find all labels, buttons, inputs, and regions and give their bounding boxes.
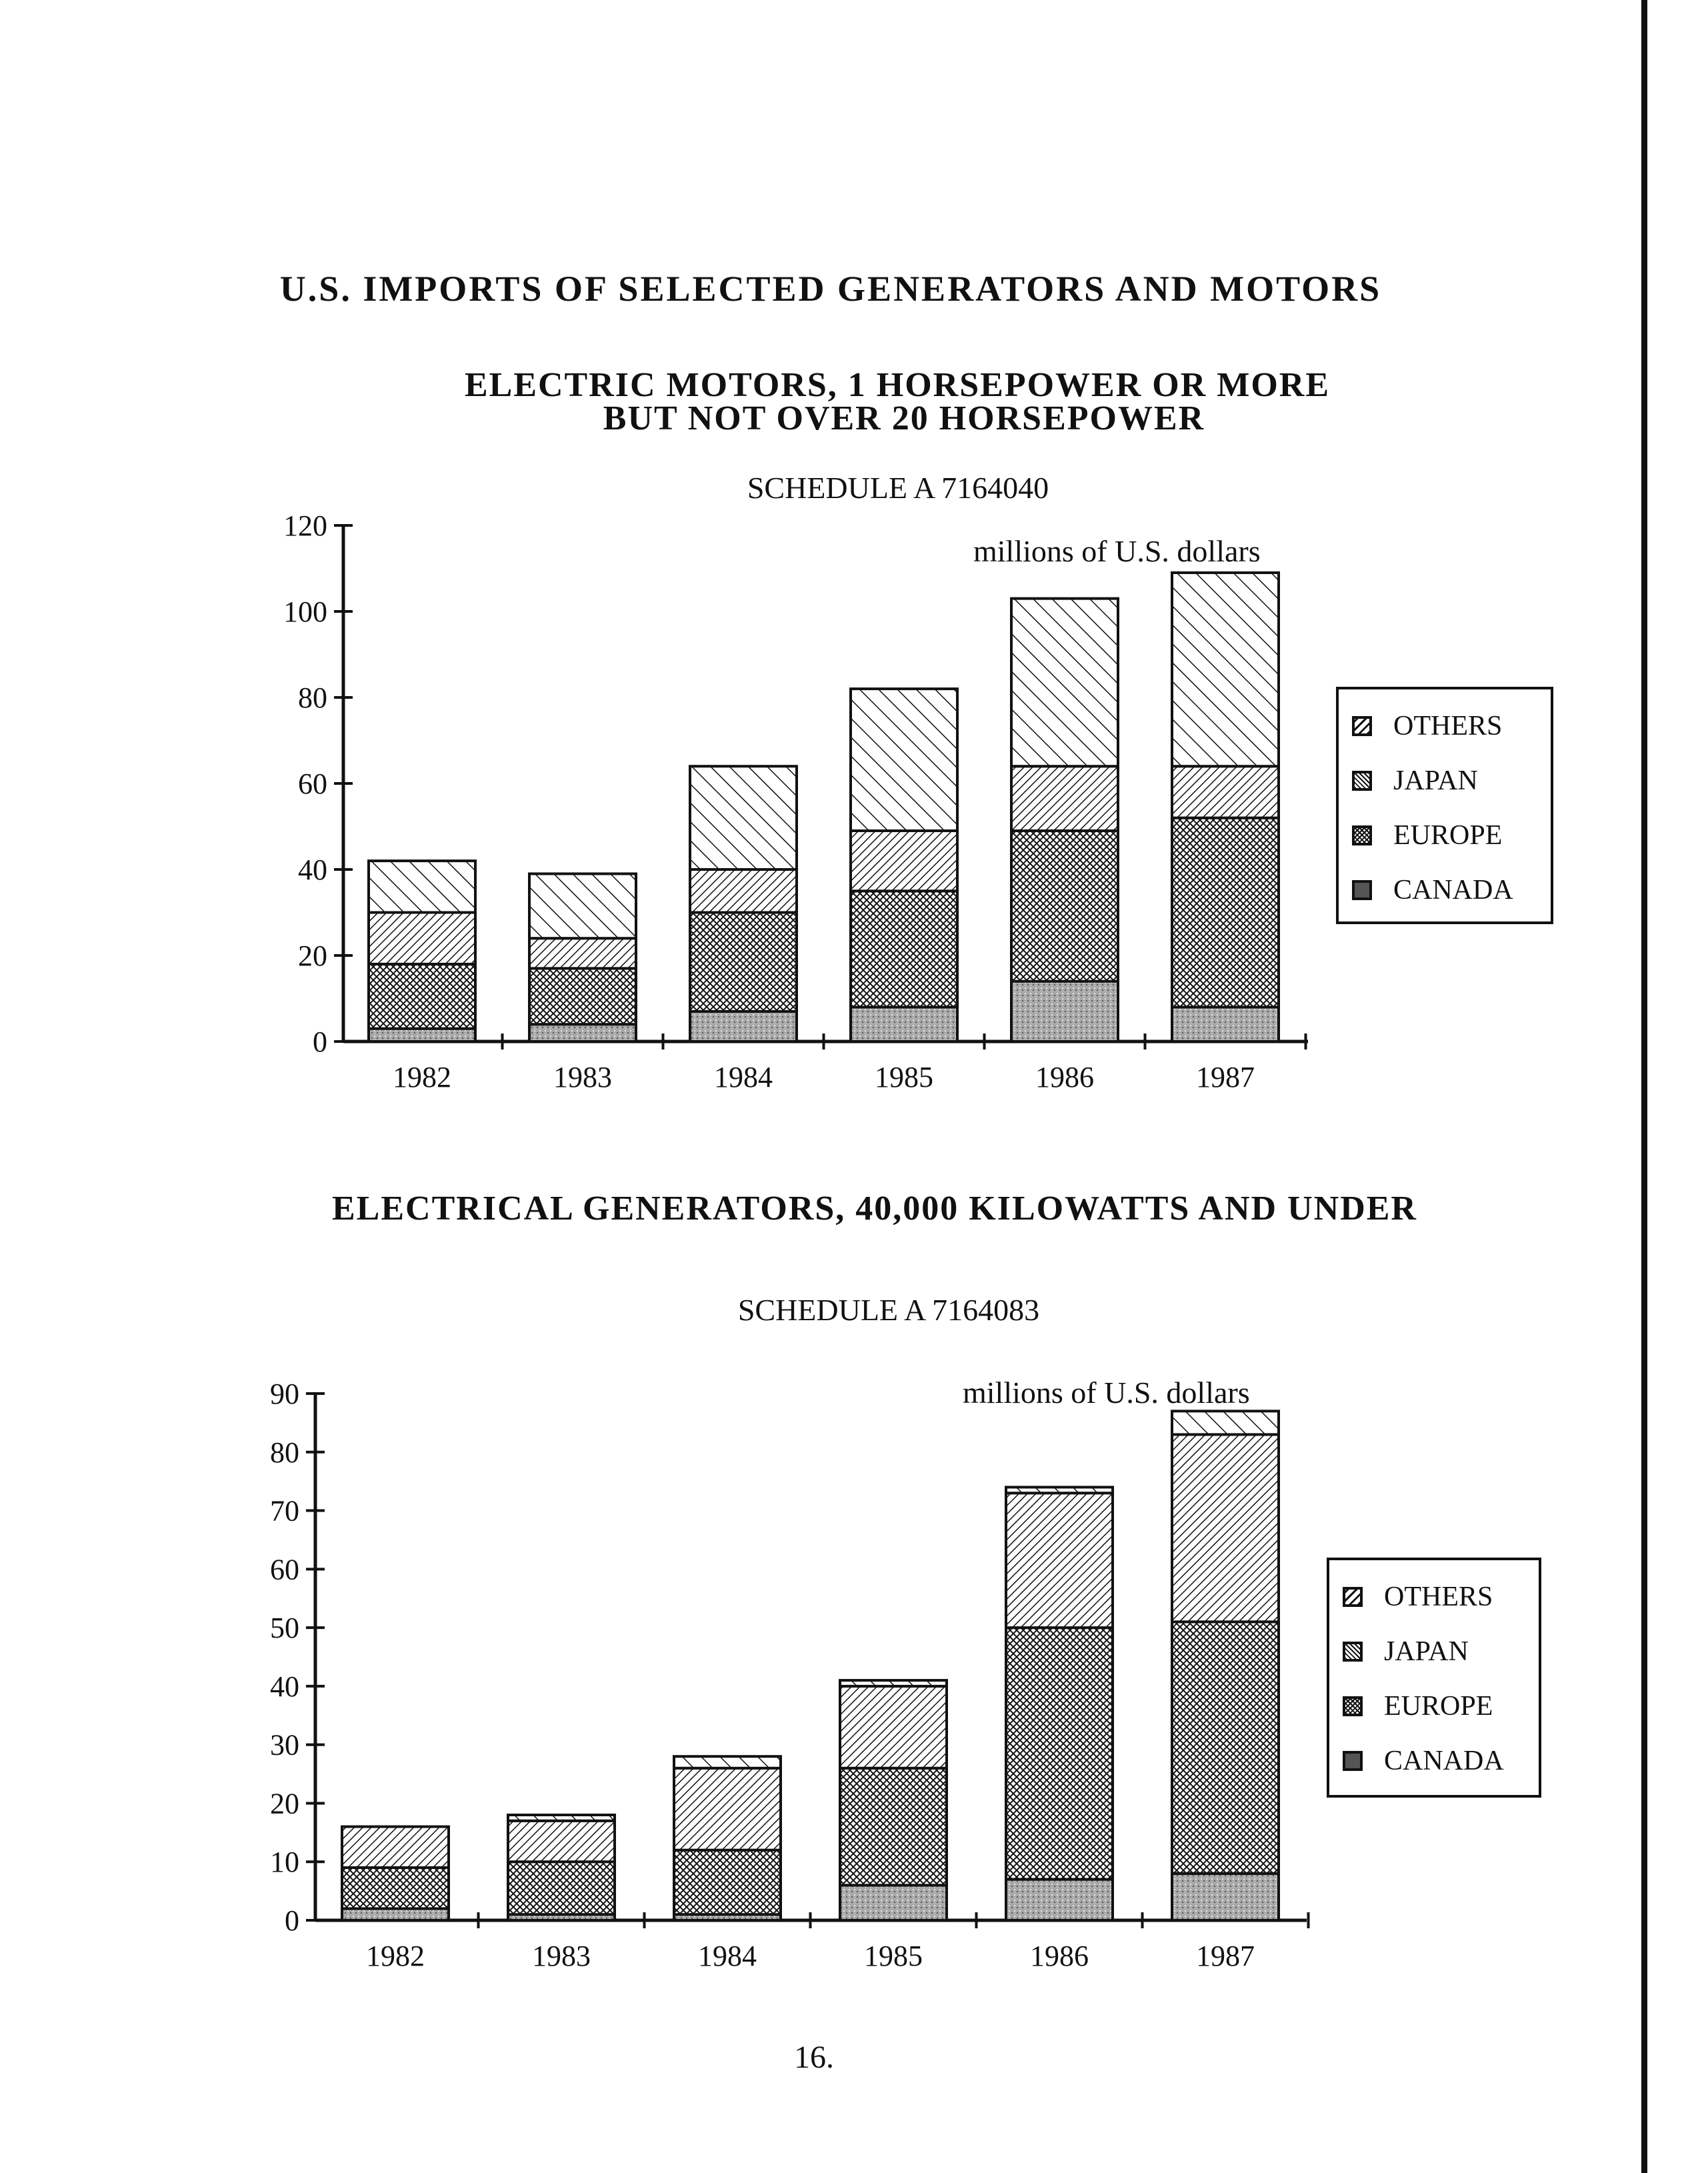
- chart2-legend-item-others: [1343, 1570, 1525, 1624]
- chart1-bar-1984-canada: [690, 1011, 797, 1041]
- chart1-y-tick-label: 40: [298, 853, 327, 886]
- chart2-bar-1987-japan: [1172, 1434, 1279, 1622]
- chart2-y-tick-label: 80: [270, 1436, 299, 1469]
- chart1-bar-1985-europe: [851, 891, 957, 1007]
- chart1-bar-1986-europe: [1011, 831, 1118, 981]
- chart1-bar-1982-canada: [369, 1029, 475, 1041]
- chart1-y-tick-label: 100: [283, 595, 327, 628]
- chart2-y-tick-label: 70: [270, 1494, 299, 1528]
- chart1-legend-item-others: [1352, 699, 1537, 753]
- chart1-legend-item-canada: [1352, 863, 1537, 917]
- chart1-bar-1984-japan: [690, 869, 797, 913]
- chart2-bar-1987-others: [1172, 1411, 1279, 1434]
- chart2-legend-label: EUROPE: [1384, 1691, 1493, 1722]
- chart1-bar-1986-canada: [1011, 981, 1118, 1041]
- chart1-legend-label: CANADA: [1393, 875, 1513, 905]
- chart2-y-tick-label: 50: [270, 1612, 299, 1645]
- chart2-y-tick-label: 20: [270, 1787, 299, 1820]
- chart2-bar-1983-japan: [508, 1821, 615, 1862]
- chart1-y-tick-label: 0: [313, 1025, 327, 1058]
- chart1-x-tick-label: 1983: [553, 1061, 612, 1094]
- chart2-title: ELECTRICAL GENERATORS, 40,000 KILOWATTS AND UNDER: [332, 1190, 1417, 1228]
- chart2-legend-label: CANADA: [1384, 1746, 1504, 1776]
- chart2-x-tick-label: 1984: [698, 1940, 757, 1972]
- chart1-bar-1987-others: [1172, 573, 1279, 766]
- europe-swatch-icon: [1352, 825, 1372, 845]
- chart1-bar-1982-europe: [369, 964, 475, 1029]
- chart2-legend-item-canada: [1343, 1734, 1525, 1788]
- chart1-x-tick-label: 1982: [393, 1061, 451, 1094]
- others-swatch-icon: [1343, 1587, 1363, 1607]
- chart1-bar-1983-japan: [529, 938, 636, 968]
- chart2-bar-1985-others: [840, 1680, 947, 1686]
- chart2-y-tick-label: 60: [270, 1553, 299, 1586]
- chart2-x-tick-label: 1987: [1196, 1940, 1255, 1972]
- chart2-schedule: SCHEDULE A 7164083: [737, 1293, 1040, 1327]
- others-swatch-icon: [1352, 716, 1372, 736]
- chart2-x-tick-label: 1983: [532, 1940, 591, 1972]
- chart2-y-tick-label: 40: [270, 1670, 299, 1703]
- chart2-legend: [1327, 1558, 1541, 1798]
- chart2-bar-1983-europe: [508, 1862, 615, 1914]
- chart1-x-tick-label: 1984: [714, 1061, 773, 1094]
- chart2-legend-label: JAPAN: [1384, 1636, 1469, 1667]
- chart1-legend-label: JAPAN: [1393, 765, 1478, 796]
- chart1-bar-1987-europe: [1172, 818, 1279, 1007]
- chart1-y-tick-label: 60: [298, 767, 327, 800]
- chart1-units-label: millions of U.S. dollars: [973, 534, 1261, 568]
- canada-swatch-icon: [1343, 1751, 1363, 1771]
- chart1-y-tick-label: 80: [298, 681, 327, 714]
- chart1-bar-1987-japan: [1172, 766, 1279, 817]
- chart1-legend-label: OTHERS: [1393, 711, 1503, 741]
- chart2-bar-1985-japan: [840, 1686, 947, 1768]
- chart2-plot: [270, 1378, 1309, 1972]
- chart1-bar-1983-canada: [529, 1024, 636, 1041]
- chart1-schedule: SCHEDULE A 7164040: [747, 471, 1049, 505]
- chart1-x-tick-label: 1986: [1035, 1061, 1094, 1094]
- chart1-bar-1985-japan: [851, 831, 957, 891]
- chart1-bar-1982-others: [369, 861, 475, 912]
- chart1-y-tick-label: 20: [298, 939, 327, 972]
- chart2-bar-1986-canada: [1006, 1880, 1113, 1920]
- japan-swatch-icon: [1343, 1642, 1363, 1662]
- chart2-units-label: millions of U.S. dollars: [963, 1376, 1250, 1410]
- chart2-x-tick-label: 1982: [366, 1940, 425, 1972]
- chart2-bar-1986-europe: [1006, 1628, 1113, 1879]
- chart1-bar-1986-japan: [1011, 766, 1118, 831]
- chart1-bar-1985-others: [851, 689, 957, 831]
- chart2-legend-item-europe: [1343, 1679, 1525, 1734]
- chart2-bar-1986-others: [1006, 1487, 1113, 1493]
- chart1-title-line2: BUT NOT OVER 20 HORSEPOWER: [603, 399, 1205, 437]
- chart2-y-tick-label: 0: [285, 1904, 299, 1937]
- chart1-title-line1: ELECTRIC MOTORS, 1 HORSEPOWER OR MORE: [464, 366, 1331, 404]
- chart2-y-tick-label: 90: [270, 1378, 299, 1410]
- canada-swatch-icon: [1352, 880, 1372, 900]
- chart1-bar-1986-others: [1011, 599, 1118, 767]
- chart1-y-tick-label: 120: [283, 509, 327, 542]
- chart2-legend-label: OTHERS: [1384, 1582, 1493, 1612]
- chart1-bar-1984-europe: [690, 913, 797, 1011]
- chart2-y-tick-label: 10: [270, 1846, 299, 1879]
- chart2-x-tick-label: 1985: [864, 1940, 923, 1972]
- chart2-bar-1985-europe: [840, 1768, 947, 1886]
- chart2-y-tick-label: 30: [270, 1728, 299, 1762]
- chart1-bar-1984-others: [690, 766, 797, 869]
- page-main-title: U.S. IMPORTS OF SELECTED GENERATORS AND MOTORS: [279, 269, 1382, 309]
- chart1-bar-1983-europe: [529, 968, 636, 1024]
- chart2-bar-1984-europe: [674, 1850, 781, 1915]
- chart1-plot: [283, 509, 1308, 1094]
- chart2-bar-1982-europe: [342, 1868, 449, 1908]
- chart2-bar-1985-canada: [840, 1885, 947, 1920]
- chart2-bar-1982-japan: [342, 1827, 449, 1868]
- chart1-bar-1985-canada: [851, 1007, 957, 1041]
- chart2-bar-1983-others: [508, 1815, 615, 1821]
- chart1-x-tick-label: 1987: [1196, 1061, 1255, 1094]
- chart1-legend-item-europe: [1352, 808, 1537, 863]
- chart1-legend-item-japan: [1352, 753, 1537, 808]
- chart2-bar-1987-europe: [1172, 1622, 1279, 1873]
- chart2-bar-1984-japan: [674, 1768, 781, 1850]
- page-number: 16.: [794, 2040, 834, 2075]
- chart2-bar-1982-canada: [342, 1908, 449, 1920]
- chart1-bar-1983-others: [529, 873, 636, 938]
- chart1-legend-label: EUROPE: [1393, 820, 1503, 851]
- chart2-bar-1987-canada: [1172, 1874, 1279, 1920]
- chart1-bar-1982-japan: [369, 913, 475, 964]
- chart2-legend-item-japan: [1343, 1624, 1525, 1679]
- chart2-x-tick-label: 1986: [1030, 1940, 1089, 1972]
- chart2-bar-1984-others: [674, 1756, 781, 1768]
- chart1-legend: [1336, 687, 1553, 924]
- japan-swatch-icon: [1352, 771, 1372, 791]
- europe-swatch-icon: [1343, 1696, 1363, 1716]
- chart2-bar-1986-japan: [1006, 1493, 1113, 1628]
- chart1-x-tick-label: 1985: [875, 1061, 933, 1094]
- chart1-bar-1987-canada: [1172, 1007, 1279, 1041]
